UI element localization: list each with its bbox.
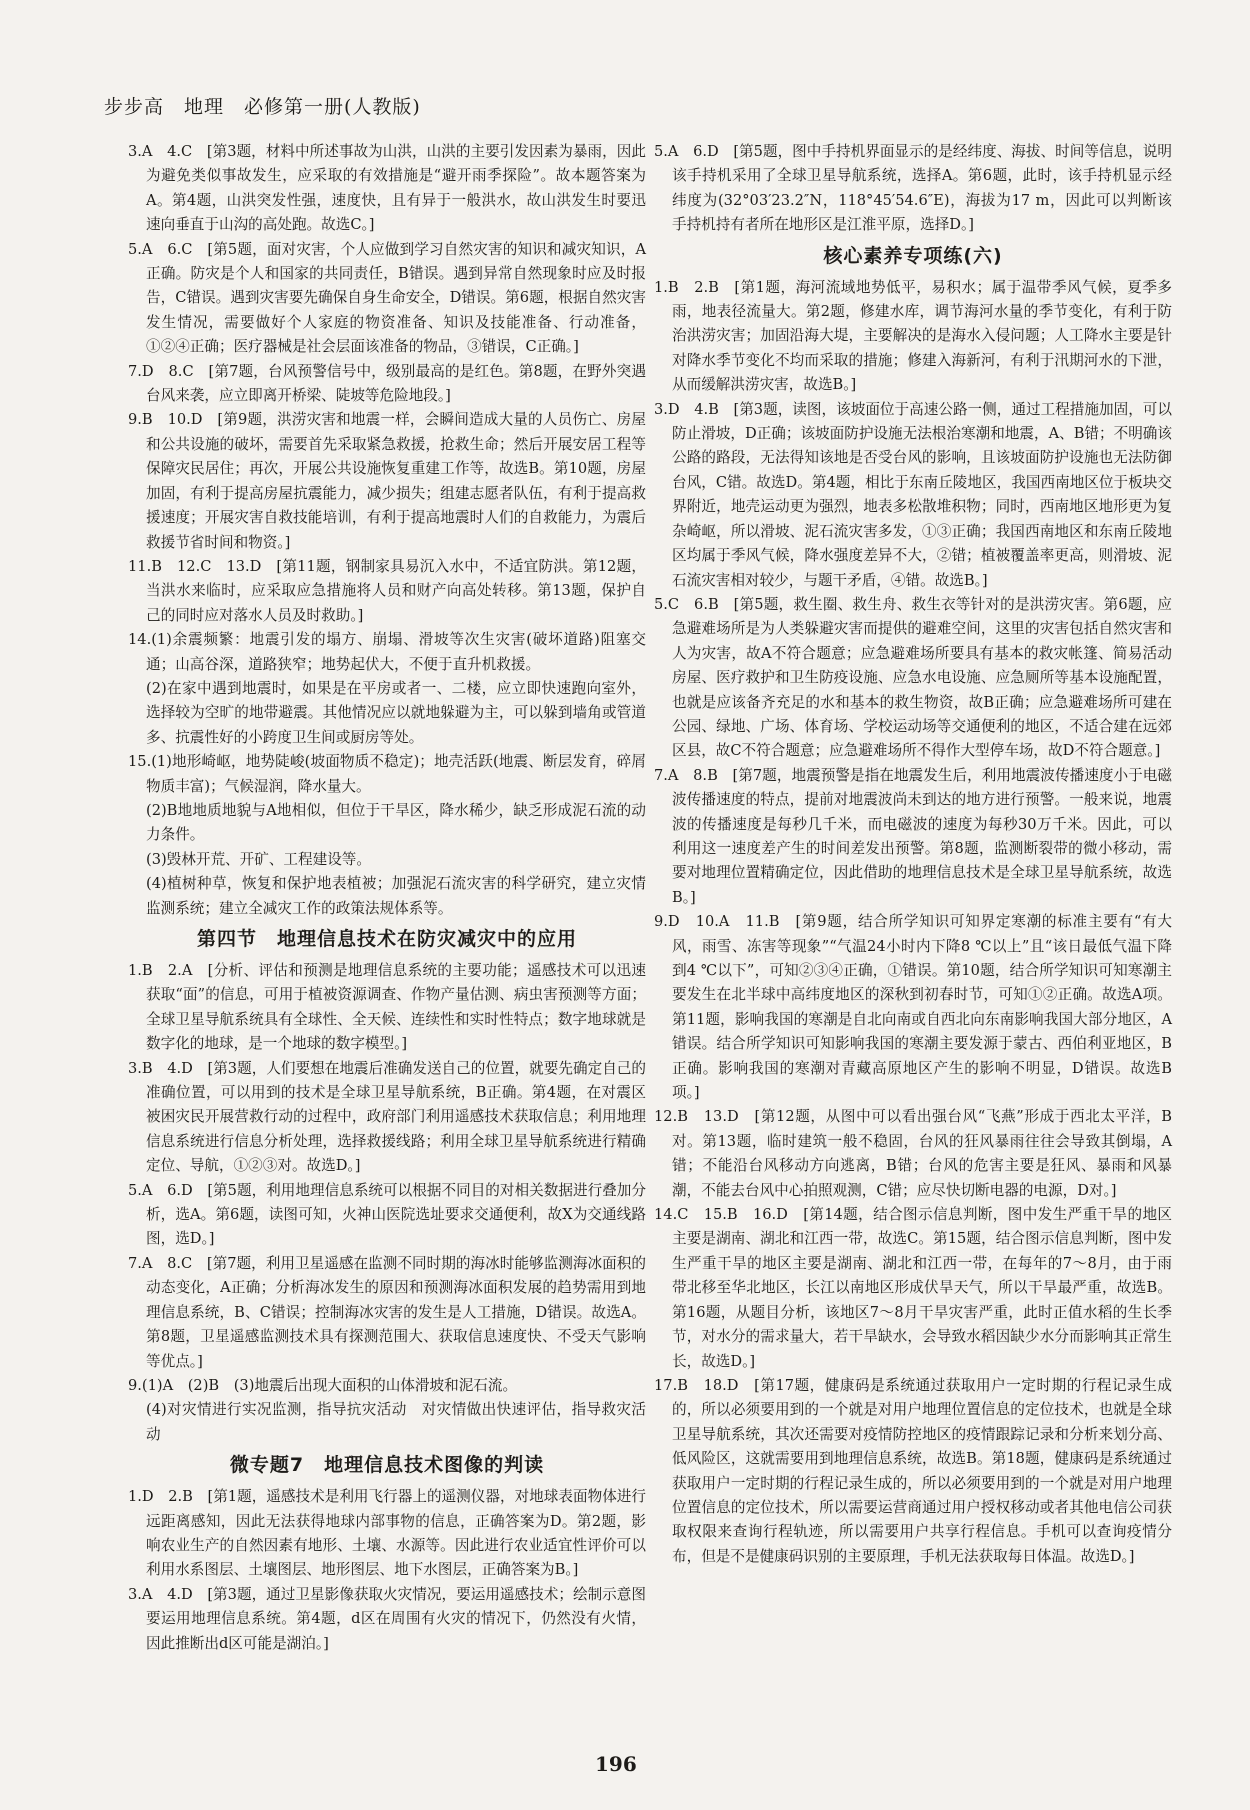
answer-paragraph: (3)毁林开荒、开矿、工程建设等。 [146, 850, 371, 868]
page-number: 196 [595, 1752, 637, 1776]
answer-paragraph: 14.(1)余震频繁：地震引发的塌方、崩塌、滑坡等次生灾害(破坏道路)阻塞交通；山高谷深，道路狭窄；地势起伏大，不便于直升机救援。 [128, 631, 646, 673]
section-heading: 微专题7 地理信息技术图像的判读 [229, 1454, 545, 1477]
answer-paragraph: 9.(1)A (2)B (3)地震后出现大面积的山体滑坡和泥石流。 [128, 1376, 518, 1394]
right-column [654, 140, 1172, 1569]
answer-paragraph: 11.B 12.C 13.D [第11题，钢制家具易沉入水中，不适宜防洪。第12题，当洪水来临时，应采取应急措施将人员和财产向高处转移。第13题，保护自己的同时应对落水人员及时救助。] [128, 557, 646, 624]
answer-paragraph: 1.D 2.B [第1题，遥感技术是利用飞行器上的遥测仪器，对地球表面物体进行远距离感知，因此无法获得地球内部事物的信息，正确答案为D。第2题，影响农业生产的自然因素有地形、土壤、水源等。因此进行农业适宜性评价可以利用水系图层、土壤图层、地形图层、地下水图层，正确答案为B。] [128, 1488, 646, 1579]
answer-paragraph: (4)对灾情进行实况监测，指导抗灾活动 对灾情做出快速评估，指导救灾活动 [146, 1401, 646, 1443]
section-heading: 核心素养专项练(六) [823, 244, 1003, 267]
answer-paragraph: (4)植树种草，恢复和保护地表植被；加强泥石流灾害的科学研究，建立灾情监测系统；建立全减灾工作的政策法规体系等。 [146, 875, 646, 917]
answer-paragraph: 1.B 2.A [分析、评估和预测是地理信息系统的主要功能；遥感技术可以迅速获取“面”的信息，可用于植被资源调查、作物产量估测、病虫害预测等方面；全球卫星导航系统具有全球性、全天候、连续性和实时性特点；数字地球就是数字化的地球，是一个地球的数字模型。] [128, 962, 646, 1053]
running-header: 步步高 地理 必修第一册(人教版) [104, 96, 421, 118]
section-heading: 第四节 地理信息技术在防灾减灾中的应用 [196, 928, 577, 950]
answer-paragraph: 7.A 8.B [第7题，地震预警是指在地震发生后，利用地震波传播速度小于电磁波传播速度的特点，提前对地震波尚未到达的地方进行预警。一般来说，地震波的传播速度是每秒几千米，而电磁波的速度为每秒30万千米。因此，可以利用这一速度差产生的时间差发出预警。第8题，监测断裂带的微小移动，需要对地理位置精确定位，因此借助的地理信息技术是全球卫星导航系统，故选B。] [654, 766, 1172, 906]
answer-paragraph: 14.C 15.B 16.D [第14题，结合图示信息判断，图中发生严重干旱的地区主要是湖南、湖北和江西一带，故选C。第15题，结合图示信息判断，图中发生严重干旱的地区主要是湖南、湖北和江西一带，在每年的7～8月，由于雨带北移至华北地区，长江以南地区形成伏旱天气，所以干旱最严重，故选B。第16题，从题目分析，该地区7～8月干旱灾害严重，此时正值水稻的生长季节，对水分的需求量大，若干旱缺水，会导致水稻因缺少水分而影响其正常生长，故选D。] [654, 1206, 1172, 1370]
answer-paragraph: 12.B 13.D [第12题，从图中可以看出强台风“飞燕”形成于西北太平洋，B对。第13题，临时建筑一般不稳固，台风的狂风暴雨往往会导致其倒塌，A错；不能沿台风移动方向逃离，B错；台风的危害主要是狂风、暴雨和风暴潮，不能去台风中心拍照观测，C错；应尽快切断电器的电源，D对。] [654, 1108, 1172, 1199]
left-column [128, 140, 646, 1656]
answer-paragraph: 15.(1)地形崎岖，地势陡峻(坡面物质不稳定)；地壳活跃(地震、断层发育，碎屑物质丰富)；气候湿润，降水量大。 [128, 753, 646, 795]
answer-paragraph: 5.C 6.B [第5题，救生圈、救生舟、救生衣等针对的是洪涝灾害。第6题，应急避难场所是为人类躲避灾害而提供的避难空间，这里的灾害包括自然灾害和人为灾害，故A不符合题意；应急避难场所要具有基本的救灾帐篷、简易活动房屋、医疗救护和卫生防疫设施、应急水电设施、应急厕所等基本设施配置，也就是应该备齐充足的水和基本的救生物资，故B正确；应急避难场所可建在公园、绿地、广场、体育场、学校运动场等交通便利的地区，不适合建在远郊区县，故C不符合题意；应急避难场所不得作大型停车场，故D不符合题意。] [654, 595, 1172, 760]
answer-paragraph: 17.B 18.D [第17题，健康码是系统通过获取用户一定时期的行程记录生成的，所以必须要用到的一个就是对用户地理位置信息的定位技术，也就是全球卫星导航系统，其次还需要对疫情防控地区的疫情跟踪记录和分析来划分高、低风险区，这就需要用到地理信息系统，故选B。第18题，健康码是系统通过获取用户一定时期的行程记录生成的，所以必须要用到的一个就是对用户地理位置信息的定位技术，所以需要运营商通过用户授权移动或者其他电信公司获取权限来查询行程轨迹，所以需要用户共享行程信息。手机可以查询疫情分布，但是不是健康码识别的主要原理，手机无法获取每日体温。故选D。] [654, 1376, 1172, 1565]
answer-paragraph: 1.B 2.B [第1题，海河流域地势低平，易积水；属于温带季风气候，夏季多雨，地表径流量大。第2题，修建水库，调节海河水量的季节变化，有利于防治洪涝灾害；加固沿海大堤，主要解决的是海水入侵问题；人工降水主要是针对降水季节变化不均而采取的措施；修建入海新河，有利于汛期河水的下泄，从而缓解洪涝灾害，故选B。] [654, 278, 1172, 394]
answer-paragraph: 5.A 6.C [第5题，面对灾害，个人应做到学习自然灾害的知识和减灾知识，A正确。防灾是个人和国家的共同责任，B错误。遇到异常自然现象时应及时报告，C错误。遇到灾害要先确保自身生命安全，D错误。第6题，根据自然灾害发生情况，需要做好个人家庭的物资准备、知识及技能准备、行动准备，①②④正确；医疗器械是社会层面该准备的物品，③错误，C正确。] [128, 240, 646, 356]
answer-paragraph: 7.A 8.C [第7题，利用卫星遥感在监测不同时期的海冰时能够监测海冰面积的动态变化，A正确；分析海冰发生的原因和预测海冰面积发展的趋势需用到地理信息系统，B、C错误；控制海冰灾害的发生是人工措施，D错误。故选A。第8题，卫星遥感监测技术具有探测范围大、获取信息速度快、不受天气影响等优点。] [128, 1254, 646, 1370]
answer-paragraph: 3.D 4.B [第3题，读图，该坡面位于高速公路一侧，通过工程措施加固，可以防止滑坡，D正确；该坡面防护设施无法根治寒潮和地震，A、B错；不明确该公路的路段，无法得知该地是否受台风的影响，且该坡面防护设施也无法防御台风，C错。故选D。第4题，相比于东南丘陵地区，我国西南地区位于板块交界附近，地壳运动更为强烈，地表多松散堆积物；同时，西南地区地形更为复杂崎岖，所以滑坡、泥石流灾害多发，①③正确；我国西南地区和东南丘陵地区均属于季风气候，降水强度差异不大，②错；植被覆盖率更高，则滑坡、泥石流灾害相对较少，与题干矛盾，④错。故选B。] [654, 400, 1172, 589]
answer-paragraph: (2)B地地质地貌与A地相似，但位于干旱区，降水稀少，缺乏形成泥石流的动力条件。 [146, 801, 646, 844]
answer-paragraph: 5.A 6.D [第5题，图中手持机界面显示的是经纬度、海拔、时间等信息，说明该手持机采用了全球卫星导航系统，选择A。第6题，此时，该手持机显示经纬度为(32°03′23.2″N，118°45′54.6″E)，海拔为17 m，因此可以判断该手持机持有者所在地形区是江淮平原，选择D。] [654, 143, 1172, 234]
answer-paragraph: 3.A 4.D [第3题，通过卫星影像获取火灾情况，要运用遥感技术；绘制示意图要运用地理信息系统。第4题，d区在周围有火灾的情况下，仍然没有火情，因此推断出d区可能是湖泊。] [128, 1585, 646, 1652]
answer-paragraph: 9.B 10.D [第9题，洪涝灾害和地震一样，会瞬间造成大量的人员伤亡、房屋和公共设施的破坏，需要首先采取紧急救援，抢救生命；然后开展安居工程等保障灾民居住；再次，开展公共设施恢复重建工作等，故选B。第10题，房屋加固，有利于提高房屋抗震能力，减少损失；组建志愿者队伍，有利于提高救援速度；开展灾害自救技能培训，有利于提高地震时人们的自救能力，为震后救援节省时间和物资。] [128, 411, 646, 551]
answer-paragraph: 9.D 10.A 11.B [第9题，结合所学知识可知界定寒潮的标准主要有“有大风，雨雪、冻害等现象”“气温24小时内下降8 ℃以上”且“该日最低气温下降到4 ℃以下”，可知②③④正确，①错误。第10题，结合所学知识可知寒潮主要发生在北半球中高纬度地区的深秋到初春时节，可知①②正确。故选A项。第11题，影响我国的寒潮是自北向南或自西北向东南影响我国大部分地区，A错误。结合所学知识可知影响我国的寒潮主要发源于蒙古、西伯利亚地区，B正确。影响我国的寒潮对青藏高原地区产生的影响不明显，D错误。故选B项。] [654, 913, 1172, 1102]
answer-paragraph: 3.B 4.D [第3题，人们要想在地震后准确发送自己的位置，就要先确定自己的准确位置，可以用到的技术是全球卫星导航系统，B正确。第4题，在对震区被困灾民开展营救行动的过程中，政府部门利用遥感技术获取信息；利用地理信息系统进行信息分析处理，选择救援线路；利用全球卫星导航系统进行精确定位、导航，①②③对。故选D。] [128, 1059, 646, 1175]
answer-paragraph: 3.A 4.C [第3题，材料中所述事故为山洪，山洪的主要引发因素为暴雨，因此为避免类似事故发生，应采取的有效措施是“避开雨季探险”。故本题答案为A。第4题，山洪突发性强，速度快，且有异于一般洪水，故山洪发生时要迅速向垂直于山沟的高处跑。故选C。] [128, 143, 646, 234]
answer-paragraph: (2)在家中遇到地震时，如果是在平房或者一、二楼，应立即快速跑向室外，选择较为空旷的地带避震。其他情况应以就地躲避为主，可以躲到墙角或管道多、抗震性好的小跨度卫生间或厨房等处。 [146, 679, 646, 746]
answer-paragraph: 5.A 6.D [第5题，利用地理信息系统可以根据不同目的对相关数据进行叠加分析，选A。第6题，读图可知，火神山医院选址要求交通便利，故X为交通线路图，选D。] [128, 1181, 646, 1248]
answer-paragraph: 7.D 8.C [第7题，台风预警信号中，级别最高的是红色。第8题，在野外突遇台风来袭，应立即离开桥梁、陡坡等危险地段。] [128, 362, 646, 405]
